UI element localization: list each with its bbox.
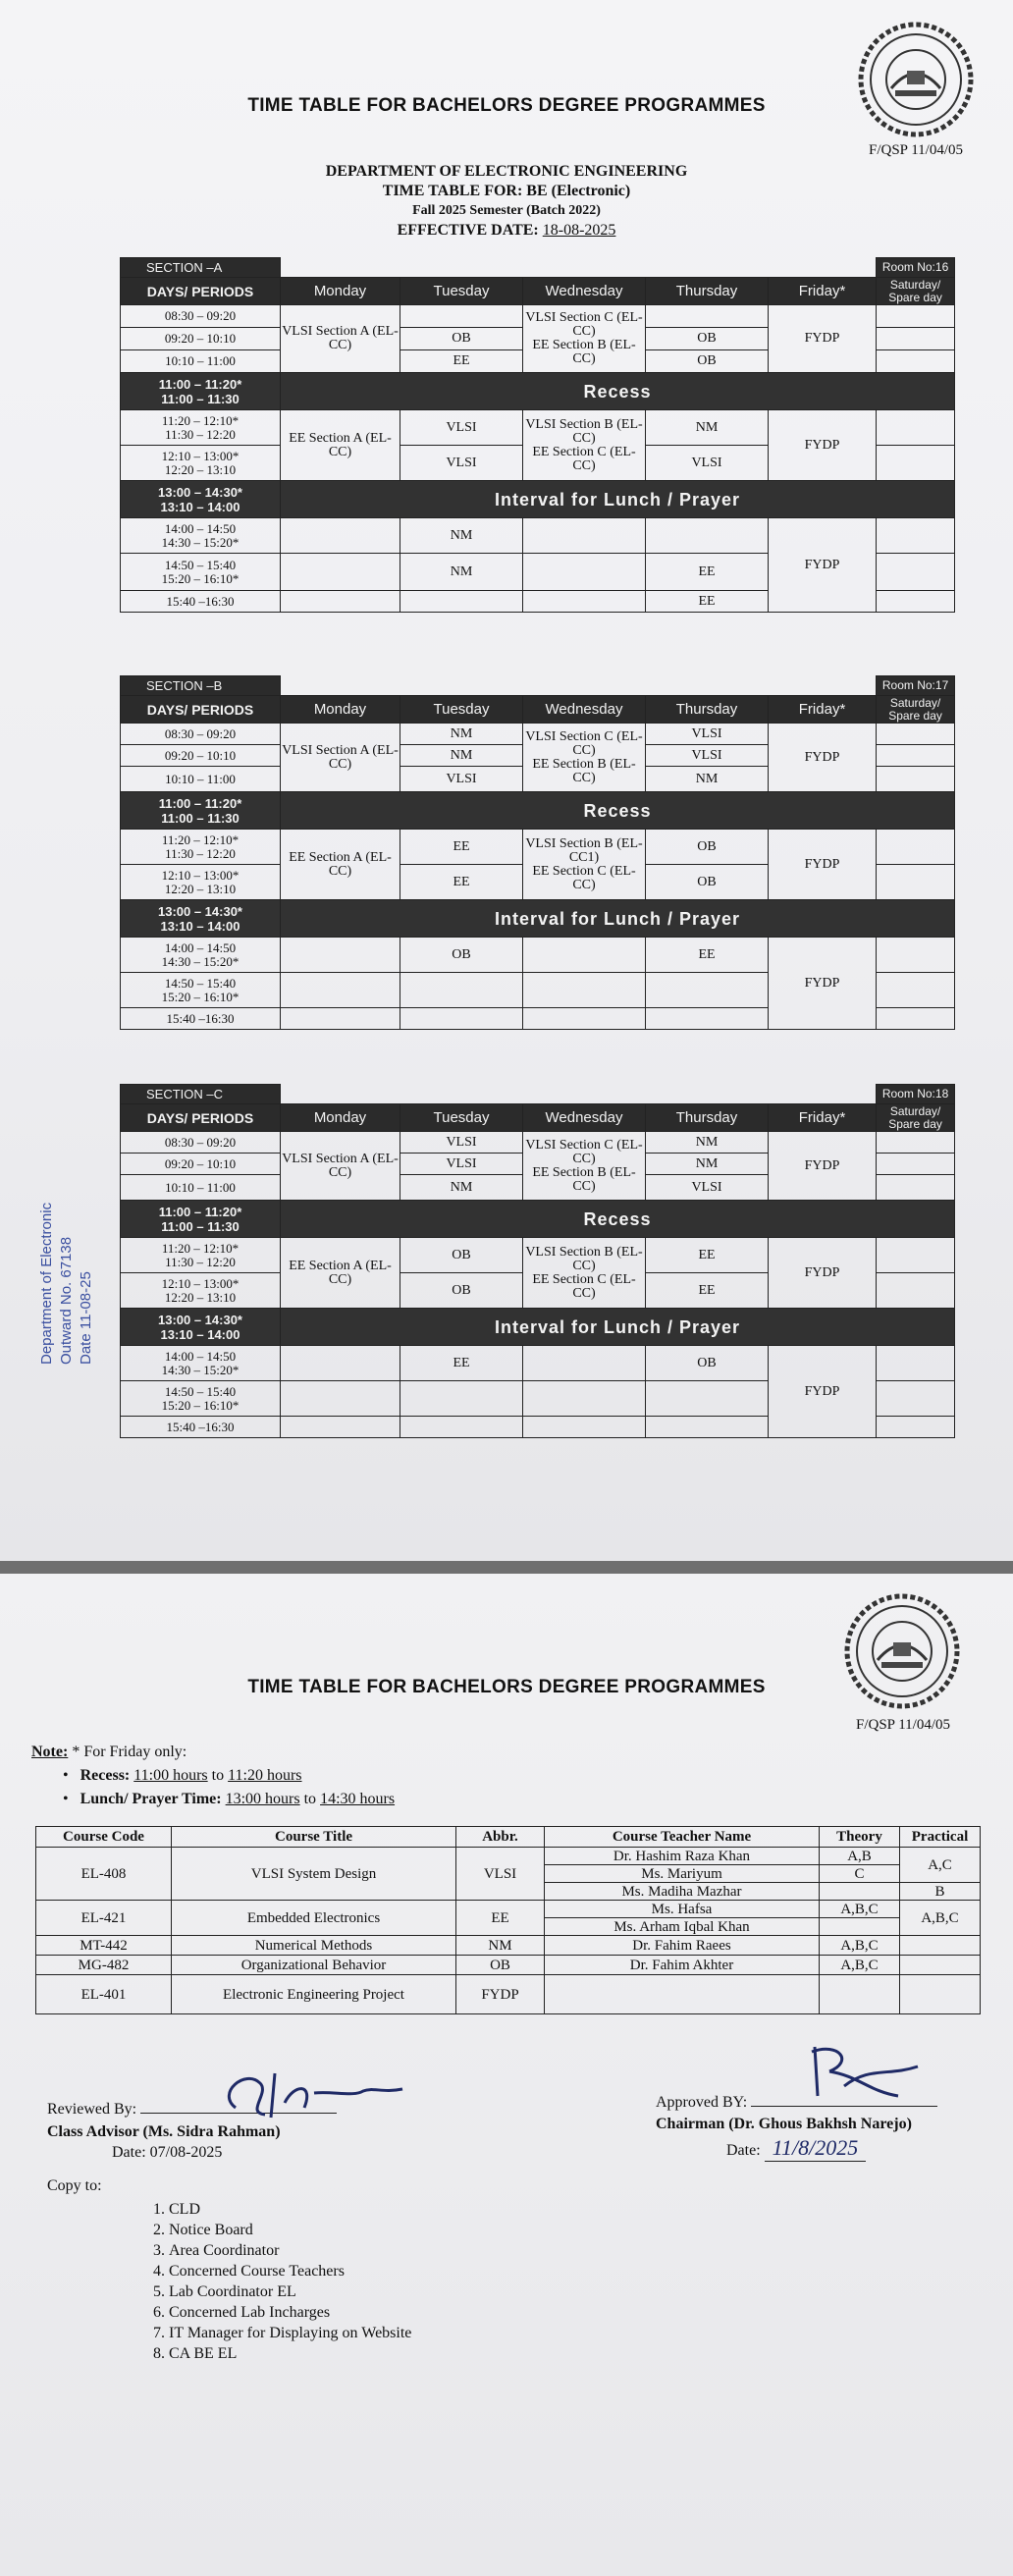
period-time: 11:20 – 12:10* 11:30 – 12:20 — [121, 410, 281, 446]
period-time: 08:30 – 09:20 — [121, 1132, 281, 1154]
timetable-cell: VLSI — [646, 724, 769, 745]
wednesday-header: Wednesday — [523, 1104, 646, 1132]
period-time: 14:50 – 15:40 15:20 – 16:10* — [121, 554, 281, 591]
timetable-cell: NM — [646, 1154, 769, 1175]
period-time: 14:50 – 15:40 15:20 – 16:10* — [121, 973, 281, 1008]
days-periods-header: DAYS/ PERIODS — [121, 278, 281, 305]
days-periods-header: DAYS/ PERIODS — [121, 696, 281, 724]
period-time: 08:30 – 09:20 — [121, 305, 281, 328]
period-time: 15:40 –16:30 — [121, 1417, 281, 1438]
timetable-cell: VLSI — [400, 1132, 523, 1154]
outward-stamp — [27, 1119, 106, 1365]
course-code-header: Course Code — [36, 1827, 172, 1848]
timetable-cell: EE Section A (EL-CC) — [281, 410, 400, 481]
room-number: Room No:17 — [877, 676, 955, 696]
list-item: 8. CA BE EL — [169, 2343, 411, 2364]
form-code: F/QSP 11/04/05 — [856, 1717, 950, 1733]
period-time: 11:20 – 12:10* 11:30 – 12:20 — [121, 1238, 281, 1273]
reviewer-signature — [206, 2064, 432, 2122]
period-time: 15:40 –16:30 — [121, 591, 281, 613]
course-code: EL-408 — [36, 1848, 172, 1901]
timetable-cell: OB — [646, 350, 769, 373]
recess-band: Recess — [281, 792, 955, 830]
timetable-cell: EE — [400, 865, 523, 900]
section-label: SECTION –C — [121, 1085, 281, 1104]
section-label: SECTION –A — [121, 258, 281, 278]
practical-sections: A,B,C — [900, 1901, 981, 1936]
timetable-cell: EE Section A (EL-CC) — [281, 830, 400, 900]
timetable-cell: VLSI — [646, 1175, 769, 1201]
timetable-cell: OB — [400, 1238, 523, 1273]
course-code: EL-401 — [36, 1975, 172, 2014]
timetable-cell: NM — [400, 724, 523, 745]
course-abbr: OB — [456, 1956, 545, 1975]
course-title: VLSI System Design — [172, 1848, 456, 1901]
list-item: 1. CLD — [169, 2199, 411, 2220]
timetable-cell: EE — [646, 938, 769, 973]
timetable-cell: VLSI — [400, 1154, 523, 1175]
timetable-cell: EE — [400, 1346, 523, 1381]
room-number: Room No:16 — [877, 258, 955, 278]
approved-by: Approved BY: — [656, 2094, 937, 2112]
lunch-band: Interval for Lunch / Prayer — [281, 900, 955, 938]
course-title: Organizational Behavior — [172, 1956, 456, 1975]
timetable-cell: EE — [646, 1273, 769, 1309]
period-time: 09:20 – 10:10 — [121, 1154, 281, 1175]
stamp-department: Department of Electronic — [38, 1202, 55, 1365]
period-time: 12:10 – 13:00* 12:20 – 13:10 — [121, 1273, 281, 1309]
timetable-cell: VLSI Section A (EL-CC) — [281, 305, 400, 373]
teacher-name: Ms. Madiha Mazhar — [545, 1883, 820, 1901]
timetable-cell: VLSI — [400, 410, 523, 446]
period-time: 12:10 – 13:00* 12:20 – 13:10 — [121, 865, 281, 900]
course-title: Numerical Methods — [172, 1936, 456, 1956]
friday-header: Friday* — [769, 1104, 877, 1132]
friday-recess-note: • Recess: 11:00 hours to 11:20 hours — [63, 1767, 302, 1784]
timetable-cell: EE — [400, 350, 523, 373]
monday-header: Monday — [281, 1104, 400, 1132]
friday-note: Note: * For Friday only: — [31, 1744, 187, 1760]
course-title: Electronic Engineering Project — [172, 1975, 456, 2014]
practical-sections: B — [900, 1883, 981, 1901]
section-c-timetable — [120, 1084, 955, 1438]
timetable-cell: FYDP — [769, 305, 877, 373]
teacher-name: Dr. Fahim Akhter — [545, 1956, 820, 1975]
stamp-date: Date 11-08-25 — [78, 1271, 94, 1365]
theory-sections: A,B,C — [820, 1956, 900, 1975]
period-time: 10:10 – 11:00 — [121, 350, 281, 373]
department-name: DEPARTMENT OF ELECTRONIC ENGINEERING — [325, 163, 688, 180]
timetable-cell: VLSI — [400, 767, 523, 792]
course-abbr: VLSI — [456, 1848, 545, 1901]
timetable-cell: OB — [646, 830, 769, 865]
lunch-time: 13:00 – 14:30* 13:10 – 14:00 — [121, 900, 281, 938]
saturday-header: Saturday/ Spare day — [877, 1104, 955, 1132]
teacher-name: Dr. Fahim Raees — [545, 1936, 820, 1956]
tuesday-header: Tuesday — [400, 278, 523, 305]
period-time: 15:40 –16:30 — [121, 1008, 281, 1030]
period-time: 14:00 – 14:50 14:30 – 15:20* — [121, 518, 281, 554]
stamp-outward-no: Outward No. 67138 — [58, 1236, 75, 1365]
copy-list — [147, 2199, 411, 2364]
recess-time: 11:00 – 11:20* 11:00 – 11:30 — [121, 792, 281, 830]
course-title: Embedded Electronics — [172, 1901, 456, 1936]
timetable-cell: OB — [400, 1273, 523, 1309]
period-time: 14:00 – 14:50 14:30 – 15:20* — [121, 938, 281, 973]
timetable-cell: OB — [646, 1346, 769, 1381]
saturday-header: Saturday/ Spare day — [877, 278, 955, 305]
course-title-header: Course Title — [172, 1827, 456, 1848]
effective-date: EFFECTIVE DATE: 18-08-2025 — [397, 222, 616, 239]
section-label: SECTION –B — [121, 676, 281, 696]
chairman: Chairman (Dr. Ghous Bakhsh Narejo) — [656, 2116, 912, 2132]
timetable-cell: VLSI — [400, 446, 523, 481]
timetable-cell: NM — [646, 410, 769, 446]
timetable-cell: NM — [400, 518, 523, 554]
room-number: Room No:18 — [877, 1085, 955, 1104]
list-item: 3. Area Coordinator — [169, 2240, 411, 2261]
university-seal-logo — [856, 20, 976, 139]
teacher-name: Ms. Mariyum — [545, 1865, 820, 1883]
timetable-cell: NM — [400, 745, 523, 767]
timetable-cell: FYDP — [769, 518, 877, 613]
timetable-cell: OB — [400, 938, 523, 973]
days-periods-header: DAYS/ PERIODS — [121, 1104, 281, 1132]
timetable-cell: VLSI Section C (EL-CC) EE Section B (EL-CC) — [523, 305, 646, 373]
lunch-band: Interval for Lunch / Prayer — [281, 481, 955, 518]
saturday-header: Saturday/ Spare day — [877, 696, 955, 724]
timetable-cell: EE — [646, 554, 769, 591]
copy-to-label: Copy to: — [47, 2177, 102, 2194]
approve-date: Date: 11/8/2025 — [726, 2135, 866, 2162]
timetable-cell: EE — [646, 591, 769, 613]
period-time: 09:20 – 10:10 — [121, 745, 281, 767]
page-title: TIME TABLE FOR BACHELORS DEGREE PROGRAMMES — [247, 1677, 766, 1697]
timetable-cell: VLSI Section C (EL-CC) EE Section B (EL-CC) — [523, 724, 646, 792]
teacher-name: Ms. Hafsa — [545, 1901, 820, 1918]
practical-sections: A,C — [900, 1848, 981, 1883]
teacher-header: Course Teacher Name — [545, 1827, 820, 1848]
period-time: 14:50 – 15:40 15:20 – 16:10* — [121, 1381, 281, 1417]
page-title: TIME TABLE FOR BACHELORS DEGREE PROGRAMMES — [247, 95, 766, 116]
wednesday-header: Wednesday — [523, 278, 646, 305]
thursday-header: Thursday — [646, 696, 769, 724]
period-time: 11:20 – 12:10* 11:30 – 12:20 — [121, 830, 281, 865]
list-item: 7. IT Manager for Displaying on Website — [169, 2323, 411, 2343]
friday-header: Friday* — [769, 696, 877, 724]
theory-header: Theory — [820, 1827, 900, 1848]
timetable-cell: FYDP — [769, 410, 877, 481]
course-code: MG-482 — [36, 1956, 172, 1975]
timetable-cell: FYDP — [769, 938, 877, 1030]
semester: Fall 2025 Semester (Batch 2022) — [412, 203, 601, 218]
monday-header: Monday — [281, 696, 400, 724]
section-a-timetable — [120, 257, 955, 613]
thursday-header: Thursday — [646, 1104, 769, 1132]
list-item: 5. Lab Coordinator EL — [169, 2281, 411, 2302]
timetable-cell: FYDP — [769, 1132, 877, 1201]
course-abbr: FYDP — [456, 1975, 545, 2014]
friday-lunch-note: • Lunch/ Prayer Time: 13:00 hours to 14:30 hours — [63, 1791, 396, 1807]
period-time: 12:10 – 13:00* 12:20 – 13:10 — [121, 446, 281, 481]
list-item: 6. Concerned Lab Incharges — [169, 2302, 411, 2323]
list-item: 4. Concerned Course Teachers — [169, 2261, 411, 2281]
timetable-cell: OB — [646, 328, 769, 350]
period-time: 10:10 – 11:00 — [121, 767, 281, 792]
timetable-cell: NM — [646, 1132, 769, 1154]
timetable-cell: NM — [646, 767, 769, 792]
wednesday-header: Wednesday — [523, 696, 646, 724]
timetable-cell: VLSI Section C (EL-CC) EE Section B (EL-CC) — [523, 1132, 646, 1201]
reviewed-by: Reviewed By: — [47, 2101, 337, 2119]
course-table — [35, 1826, 981, 2014]
timetable-cell: VLSI Section A (EL-CC) — [281, 724, 400, 792]
period-time: 08:30 – 09:20 — [121, 724, 281, 745]
list-item: 2. Notice Board — [169, 2220, 411, 2240]
timetable-cell: FYDP — [769, 1346, 877, 1438]
theory-sections: A,B,C — [820, 1901, 900, 1918]
recess-band: Recess — [281, 373, 955, 410]
review-date: Date: 07/08-2025 — [112, 2144, 223, 2161]
thursday-header: Thursday — [646, 278, 769, 305]
timetable-cell: OB — [646, 865, 769, 900]
practical-header: Practical — [900, 1827, 981, 1848]
timetable-cell: VLSI — [646, 446, 769, 481]
lunch-band: Interval for Lunch / Prayer — [281, 1309, 955, 1346]
timetable-cell: VLSI Section B (EL-CC1) EE Section C (EL-CC) — [523, 830, 646, 900]
friday-header: Friday* — [769, 278, 877, 305]
class-advisor: Class Advisor (Ms. Sidra Rahman) — [47, 2123, 281, 2140]
department-header — [0, 162, 1013, 241]
timetable-cell: VLSI Section B (EL-CC) EE Section C (EL-CC) — [523, 1238, 646, 1309]
recess-time: 11:00 – 11:20* 11:00 – 11:30 — [121, 373, 281, 410]
timetable-cell: FYDP — [769, 1238, 877, 1309]
period-time: 14:00 – 14:50 14:30 – 15:20* — [121, 1346, 281, 1381]
course-abbr: NM — [456, 1936, 545, 1956]
timetable-cell: NM — [400, 554, 523, 591]
recess-time: 11:00 – 11:20* 11:00 – 11:30 — [121, 1201, 281, 1238]
lunch-time: 13:00 – 14:30* 13:10 – 14:00 — [121, 1309, 281, 1346]
timetable-cell: NM — [400, 1175, 523, 1201]
theory-sections: A,B — [820, 1848, 900, 1865]
period-time: 10:10 – 11:00 — [121, 1175, 281, 1201]
recess-band: Recess — [281, 1201, 955, 1238]
abbr-header: Abbr. — [456, 1827, 545, 1848]
section-b-timetable — [120, 675, 955, 1030]
course-abbr: EE — [456, 1901, 545, 1936]
approver-signature — [800, 2037, 937, 2111]
period-time: 09:20 – 10:10 — [121, 328, 281, 350]
theory-sections: A,B,C — [820, 1936, 900, 1956]
timetable-cell: VLSI Section B (EL-CC) EE Section C (EL-CC) — [523, 410, 646, 481]
timetable-cell: VLSI Section A (EL-CC) — [281, 1132, 400, 1201]
theory-sections: C — [820, 1865, 900, 1883]
timetable-cell: FYDP — [769, 830, 877, 900]
timetable-for: TIME TABLE FOR: BE (Electronic) — [382, 183, 631, 199]
monday-header: Monday — [281, 278, 400, 305]
course-code: EL-421 — [36, 1901, 172, 1936]
timetable-cell: FYDP — [769, 724, 877, 792]
lunch-time: 13:00 – 14:30* 13:10 – 14:00 — [121, 481, 281, 518]
timetable-cell: VLSI — [646, 745, 769, 767]
teacher-name: Ms. Arham Iqbal Khan — [545, 1918, 820, 1936]
timetable-cell: EE — [400, 830, 523, 865]
form-code: F/QSP 11/04/05 — [869, 142, 963, 158]
timetable-cell: OB — [400, 328, 523, 350]
tuesday-header: Tuesday — [400, 696, 523, 724]
teacher-name: Dr. Hashim Raza Khan — [545, 1848, 820, 1865]
course-code: MT-442 — [36, 1936, 172, 1956]
timetable-cell: EE Section A (EL-CC) — [281, 1238, 400, 1309]
timetable-cell: EE — [646, 1238, 769, 1273]
tuesday-header: Tuesday — [400, 1104, 523, 1132]
